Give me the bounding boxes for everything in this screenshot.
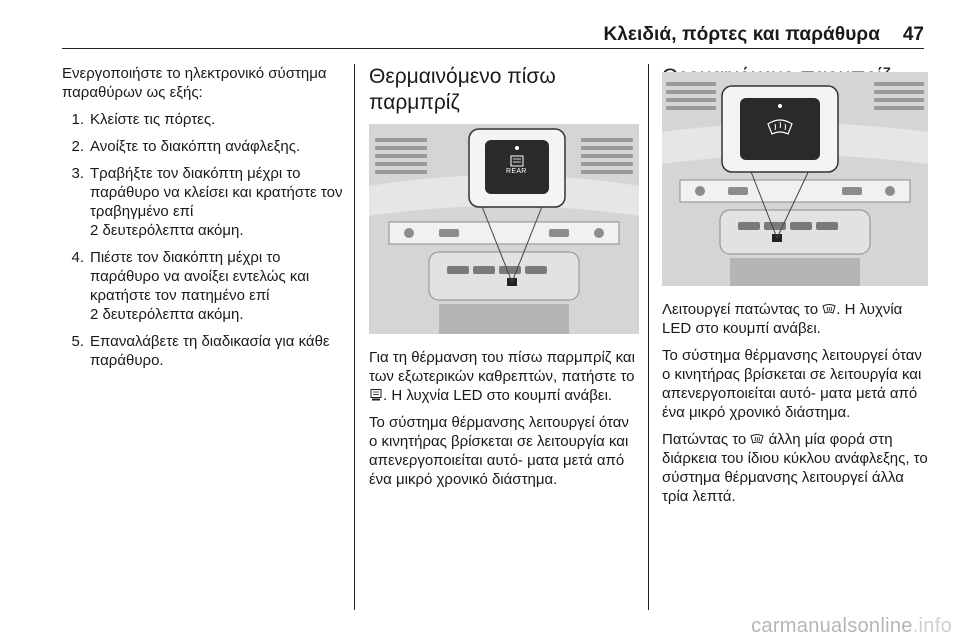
rear-p1-before: Για τη θέρμανση του πίσω παρμπρίζ και των εξωτερικών καθρεπτών, πατήστε το	[369, 349, 635, 385]
step-number: 1.	[71, 111, 84, 128]
ws-p1-after: . Η λυχνία LED στο κουμπί ανάβει.	[662, 301, 903, 337]
intro-paragraph: Ενεργοποιήστε το ηλεκτρονικό σύστημα παραθύρων ως εξής:	[62, 65, 327, 101]
page-header-title: Κλειδιά, πόρτες και παράθυρα	[603, 24, 880, 45]
page-number: 47	[902, 24, 924, 45]
windscreen-button-illustration	[662, 72, 928, 286]
windscreen-paragraph-3	[662, 430, 928, 506]
step-text: Πιέστε τον διακόπτη μέχρι το παράθυρο να ανοίξει εντελώς και κρατήστε τον πατημένο επί 2 δευτερόλεπτα ακόμη.	[90, 249, 310, 323]
list-item	[62, 332, 344, 370]
watermark-text: carmanualsonline	[751, 615, 913, 637]
windscreen-defrost-icon	[750, 433, 764, 445]
step-number: 2.	[71, 138, 84, 155]
rear-button-label: REAR	[506, 168, 527, 175]
list-item	[62, 137, 344, 156]
step-number: 4.	[71, 249, 84, 266]
list-item	[62, 164, 344, 240]
step-text: Ανοίξτε το διακόπτη ανάφλεξης.	[90, 138, 301, 155]
column-heated-windscreen	[662, 64, 928, 514]
header-rule	[62, 48, 924, 49]
rear-window-paragraph-1	[369, 348, 639, 405]
section-heading: Θερμαινόμενο πίσω παρμπρίζ	[369, 65, 556, 114]
ws-p1-before: Λειτουργεί πατώντας το	[662, 301, 823, 318]
rear-defrost-icon	[369, 389, 383, 401]
rear-p1-after: . Η λυχνία LED στο κουμπί ανάβει.	[383, 387, 613, 404]
step-text: Κλείστε τις πόρτες.	[90, 111, 216, 128]
column-divider-1	[354, 64, 355, 610]
ws-p3-after: άλλη μία φορά στη διάρκεια του ίδιου κύκλου ανάφλεξης, το σύστημα θέρμανσης λειτουργεί άλλα τρία λεπτά.	[662, 431, 928, 505]
list-item	[62, 110, 344, 129]
steps-list	[62, 110, 344, 370]
step-text: Τραβήξτε τον διακόπτη μέχρι το παράθυρο να κλείσει και κρατήστε τον τραβηγμένο επί 2 δευτερόλεπτα ακόμη.	[90, 165, 343, 239]
windscreen-paragraph-2: Το σύστημα θέρμανσης λειτουργεί όταν ο κινητήρας βρίσκεται σε λειτουργία και απενεργοποιείται αυτό- ματα μετά από ένα μικρό χρονικό διάστημα.	[662, 347, 922, 421]
step-text: Επαναλάβετε τη διαδικασία για κάθε παράθυρο.	[90, 333, 330, 369]
watermark	[751, 615, 952, 638]
column-window-instructions	[62, 64, 344, 378]
step-number: 3.	[71, 165, 84, 182]
watermark-suffix: .info	[912, 615, 952, 637]
rear-window-paragraph-2: Το σύστημα θέρμανσης λειτουργεί όταν ο κινητήρας βρίσκεται σε λειτουργία και απενεργοποιείται αυτό- ματα μετά από ένα μικρό χρονικό διάστημα.	[369, 414, 629, 488]
column-heated-rear-window	[369, 64, 639, 497]
column-divider-2	[648, 64, 649, 610]
windscreen-paragraph-1	[662, 300, 928, 338]
step-number: 5.	[71, 333, 84, 350]
rear-window-button-illustration	[369, 124, 639, 334]
windscreen-defrost-icon	[822, 303, 836, 315]
ws-p3-before: Πατώντας το	[662, 431, 751, 448]
list-item	[62, 248, 344, 324]
